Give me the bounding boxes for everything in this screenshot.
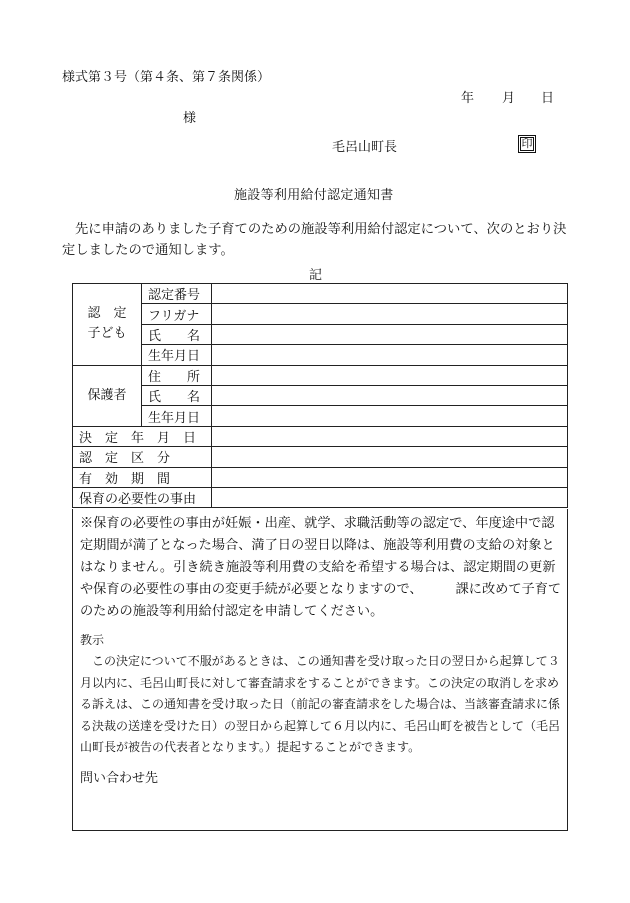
date-day-label: 日 [541, 91, 555, 106]
addressee-suffix: 様 [183, 111, 197, 126]
child-birthdate-label: 生年月日 [142, 345, 212, 365]
guardian-birthdate-value[interactable] [212, 406, 568, 426]
child-name-value[interactable] [212, 324, 568, 344]
table-row [73, 447, 568, 467]
table-row [73, 487, 568, 507]
document-title: 施設等利用給付認定通知書 [234, 188, 394, 203]
necessity-reason-value[interactable] [212, 487, 568, 507]
decision-date-label: 決 定 年 月 日 [73, 426, 212, 446]
certification-table [72, 283, 568, 508]
seal-icon: 印 [518, 135, 536, 153]
guardian-address-value[interactable] [212, 365, 568, 385]
date-month-label: 月 [502, 91, 516, 106]
child-cert-number-label: 認定番号 [142, 284, 212, 304]
validity-label: 有 効 期 間 [73, 467, 212, 487]
table-row [73, 406, 568, 426]
child-name-label: 氏 名 [142, 324, 212, 344]
guardian-name-label: 氏 名 [142, 385, 212, 405]
category-value[interactable] [212, 447, 568, 467]
instruction-text: この決定について不服があるときは、この通知書を受け取った日の翌日から起算して３月以内に、毛呂山町長に対して審査請求をすることができます。この決定の取消しを求める訴えは、この通知書を受け取った日（前記の審査請求をした場合は、当該審査請求に係る決裁の送達を受けた日）の翌日から起算して６月以内に、毛呂山町を被告として（毛呂山町長が被告の代表者となります。）提起することができます。 [80, 654, 561, 754]
table-row [73, 284, 568, 304]
date-year-label: 年 [461, 91, 475, 106]
child-birthdate-value[interactable] [212, 345, 568, 365]
guardian-address-label: 住 所 [142, 365, 212, 385]
table-row [73, 467, 568, 487]
child-furigana-value[interactable] [212, 304, 568, 324]
child-cert-number-value[interactable] [212, 284, 568, 304]
intro-text: 先に申請のありました子育てのための施設等利用給付認定について、次のとおり決定しましたので通知します。 [62, 222, 567, 258]
notes-box [72, 509, 568, 831]
child-group-line2: 子ども [87, 326, 127, 342]
necessity-reason-label: 保育の必要性の事由 [73, 487, 212, 507]
instruction-heading: 教示 [80, 633, 105, 647]
issuer-name: 毛呂山町長 [332, 140, 398, 155]
validity-value[interactable] [212, 467, 568, 487]
table-row [73, 385, 568, 405]
table-row [73, 426, 568, 446]
notice-text: ※保育の必要性の事由が妊娠・出産、就学、求職活動等の認定で、年度途中で認定期間が満了となった場合、満了日の翌日以降は、施設等利用費の支給の対象とはなりません。引き続き施設等利用費の支給を希望する場合は、認定期間の更新や保育の必要性の事由の変更手続が必要となりますので、 課に改めて子育てのための施設等利用給付認定を申請してください。 [80, 516, 562, 619]
decision-date-value[interactable] [212, 426, 568, 446]
guardian-name-value[interactable] [212, 385, 568, 405]
child-group-line1: 認 定 [87, 306, 127, 322]
table-row [73, 345, 568, 365]
record-heading: 記 [309, 268, 323, 283]
form-number: 様式第３号（第４条、第７条関係） [62, 70, 271, 85]
guardian-birthdate-label: 生年月日 [142, 406, 212, 426]
table-row [73, 304, 568, 324]
child-group-label [73, 284, 142, 366]
child-furigana-label: フリガナ [142, 304, 212, 324]
contact-label: 問い合わせ先 [80, 771, 159, 786]
guardian-group-label: 保護者 [73, 365, 142, 426]
table-row [73, 365, 568, 385]
category-label: 認 定 区 分 [73, 447, 212, 467]
table-row [73, 324, 568, 344]
